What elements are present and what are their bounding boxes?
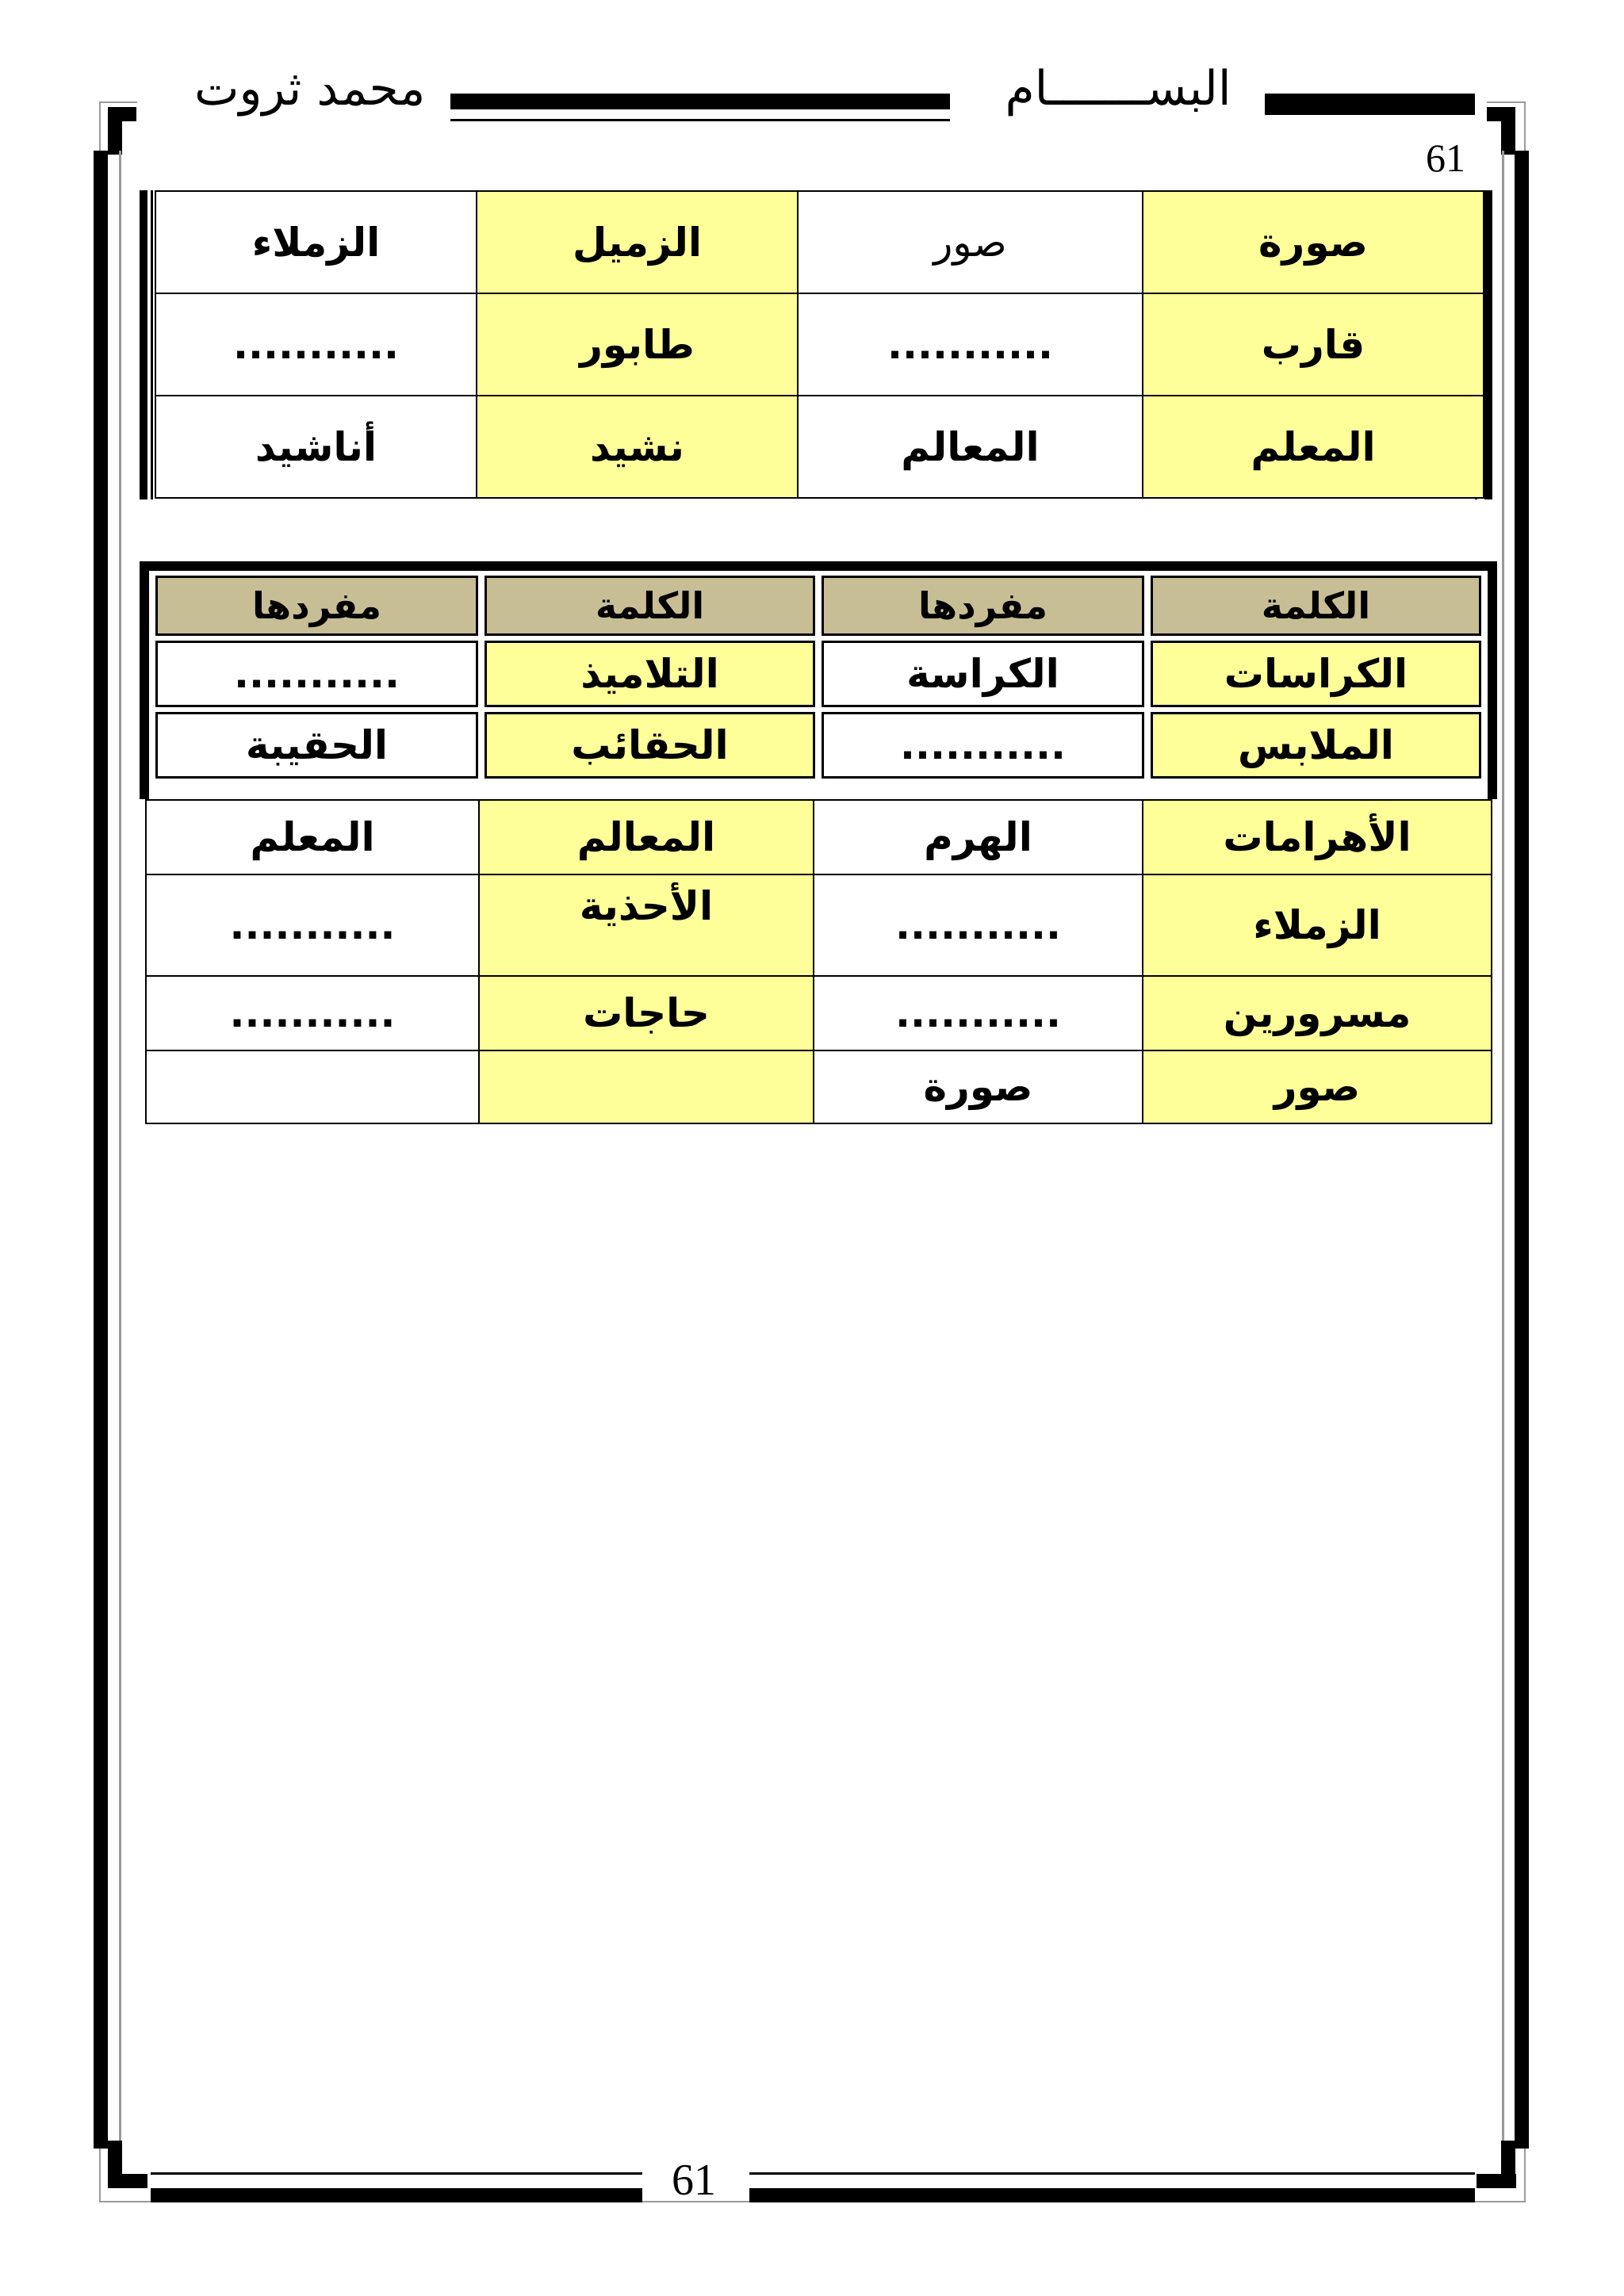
header-title: البســـــــام	[1005, 61, 1231, 117]
frame-outer-top-left	[99, 101, 137, 103]
table-row	[155, 396, 1484, 498]
table1	[155, 190, 1484, 499]
frame-inner-left	[119, 151, 121, 2172]
column-header: الكلمة	[485, 576, 815, 636]
table-cell: الحقيبة	[155, 712, 478, 779]
table-cell: الكراسة	[822, 641, 1144, 707]
table-cell	[479, 1050, 814, 1123]
table-cell: صور	[798, 191, 1143, 293]
table-cell: طابور	[477, 293, 798, 396]
table-cell: الحقائب	[485, 712, 815, 779]
table-cell: التلاميذ	[485, 641, 815, 707]
table2	[149, 571, 1488, 783]
column-header: مفردها	[155, 576, 478, 636]
table-cell: أناشيد	[155, 396, 477, 498]
header-rule-right-cap	[1265, 99, 1475, 115]
frame-inner-right	[1502, 151, 1504, 2172]
table-cell: ...........	[814, 976, 1143, 1050]
table-cell: مسرورين	[1143, 976, 1492, 1050]
table-cell: ...........	[155, 641, 478, 707]
table-cell: نشيد	[477, 396, 798, 498]
table-cell: الهرم	[814, 800, 1143, 874]
table-cell: المعالم	[798, 396, 1143, 498]
table-cell: صور	[1143, 1050, 1492, 1123]
footer-rule-left-thin	[151, 2172, 642, 2175]
table-cell	[146, 1050, 479, 1123]
table1-left-wall-thin	[151, 190, 153, 499]
column-header: الكلمة	[1151, 576, 1481, 636]
table-header-row	[155, 576, 1481, 636]
table-cell: الأحذية	[479, 874, 814, 976]
table-row	[155, 191, 1484, 293]
table-cell: ...........	[814, 874, 1143, 976]
table-row	[146, 976, 1492, 1050]
table-cell: ...........	[146, 874, 479, 976]
column-header: مفردها	[822, 576, 1144, 636]
table-row	[146, 800, 1492, 874]
frame-left-cap-bottom	[108, 2174, 147, 2188]
frame-right-bar	[1515, 151, 1529, 2149]
table-cell: المعلم	[146, 800, 479, 874]
table-cell: المعلم	[1143, 396, 1484, 498]
table1-right-wall	[1484, 190, 1492, 499]
table-row	[155, 293, 1484, 396]
header-rule-thin	[450, 119, 950, 121]
table-cell: الملابس	[1151, 712, 1481, 779]
header-author: محمد ثروت	[194, 61, 426, 117]
table-cell: صورة	[814, 1050, 1143, 1123]
footer-rule-right	[749, 2188, 1475, 2202]
table-cell: صورة	[1143, 191, 1484, 293]
frame-right-cap-bottom	[1477, 2174, 1516, 2188]
frame-left-cap-top-v	[108, 107, 122, 155]
table-cell: ...........	[155, 293, 477, 396]
table-cell: حاجات	[479, 976, 814, 1050]
footer-rule-right-thin	[749, 2172, 1475, 2175]
table-cell: الزملاء	[155, 191, 477, 293]
table-row	[155, 712, 1481, 779]
page-number-top: 61	[1426, 136, 1465, 180]
table-cell: الكراسات	[1151, 641, 1481, 707]
table-cell: الزملاء	[1143, 874, 1492, 976]
table-cell: ...........	[146, 976, 479, 1050]
table-row	[155, 641, 1481, 707]
table-cell: ...........	[822, 712, 1144, 779]
table-cell: قارب	[1143, 293, 1484, 396]
header-rule-middle	[450, 94, 950, 109]
table-row	[146, 874, 1492, 976]
frame-right-cap-top-v	[1501, 107, 1515, 155]
table-cell: ...........	[798, 293, 1143, 396]
table-cell: الزميل	[477, 191, 798, 293]
table-cell: المعالم	[479, 800, 814, 874]
frame-left-bar	[94, 151, 108, 2149]
table-row	[146, 1050, 1492, 1123]
table3	[145, 799, 1492, 1124]
table1-left-wall	[140, 190, 147, 499]
frame-outer-top-right	[1487, 101, 1525, 103]
footer-rule-left	[151, 2188, 642, 2202]
table-cell: الأهرامات	[1143, 800, 1492, 874]
page-number-bottom: 61	[672, 2156, 716, 2205]
